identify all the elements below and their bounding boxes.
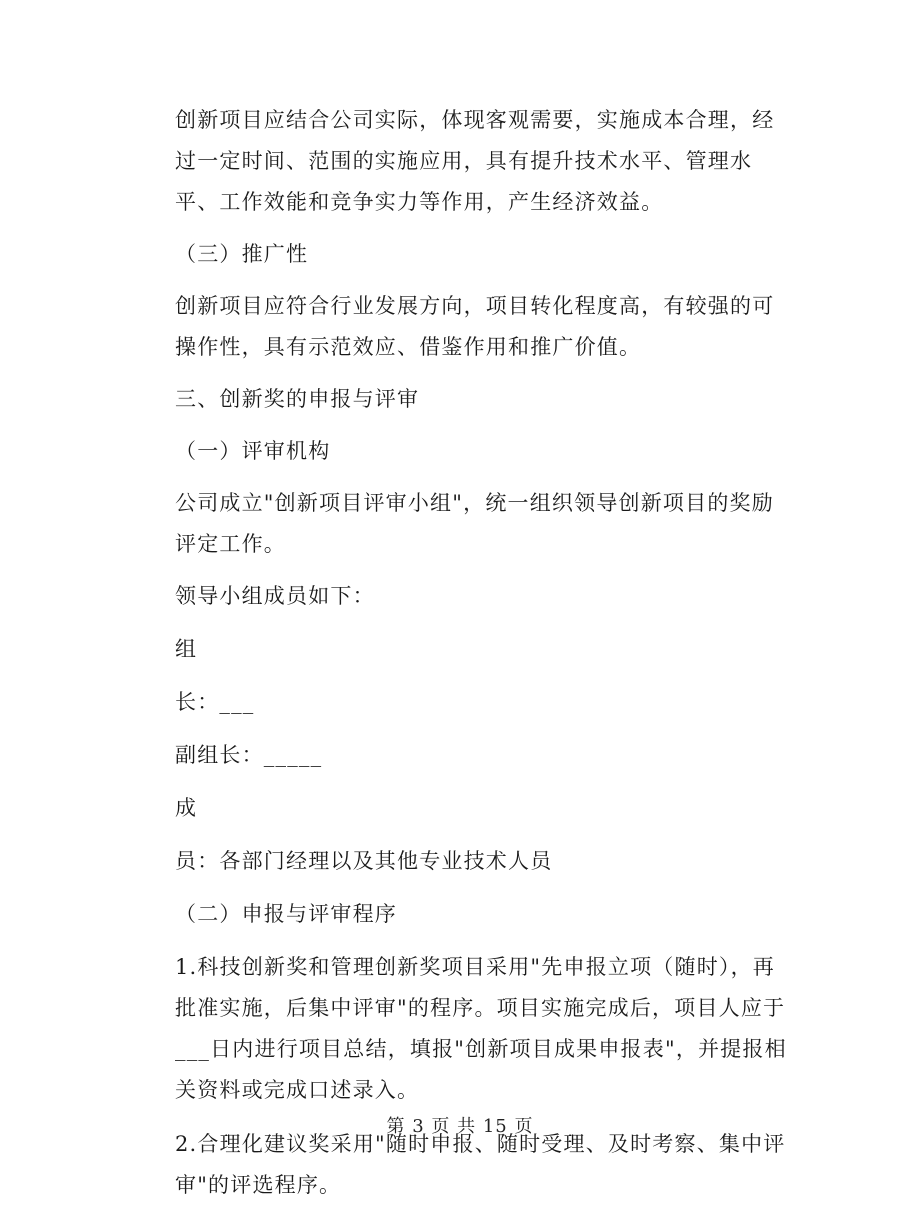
paragraph-benefit: 创新项目应结合公司实际，体现客观需要，实施成本合理，经过一定时间、范围的实施应用，具有提升技术水平、管理水平、工作效能和竞争实力等作用，产生经济效益。 (175, 108, 775, 214)
line-members: 员：各部门经理以及其他专业技术人员 (175, 849, 553, 873)
heading-promotion: （三）推广性 (175, 242, 309, 266)
paragraph-members-intro: 领导小组成员如下： (175, 584, 375, 608)
heading-review-body: （一）评审机构 (175, 439, 331, 463)
paragraph-promotion: 创新项目应符合行业发展方向，项目转化程度高，有较强的可操作性，具有示范效应、借鉴作用和推广价值。 (175, 294, 775, 359)
page-number: 第 3 页 共 15 页 (386, 1116, 534, 1137)
line-leader: 长：___ (175, 690, 255, 714)
line-deputy-leader: 副组长：_____ (175, 743, 323, 767)
line-leader-char: 组 (175, 637, 198, 661)
paragraph-procedure-1: 1.科技创新奖和管理创新奖项目采用"先申报立项（随时），再批准实施，后集中评审"的程序。项目实施完成后，项目人应于___日内进行项目总结，填报"创新项目成果申报表"，并提报相关资料或完成口述录入。 (175, 955, 787, 1102)
paragraph-review-group: 公司成立"创新项目评审小组"，统一组织领导创新项目的奖励评定工作。 (175, 491, 774, 556)
heading-section-three: 三、创新奖的申报与评审 (175, 387, 420, 411)
heading-procedure: （二）申报与评审程序 (175, 902, 397, 926)
paragraph-procedure-2: 2.合理化建议奖采用"随时申报、随时受理、及时考察、集中评审"的评选程序。 (175, 1132, 786, 1197)
document-body (175, 100, 790, 1206)
page-footer (0, 1112, 920, 1138)
line-member-char: 成 (175, 796, 198, 820)
